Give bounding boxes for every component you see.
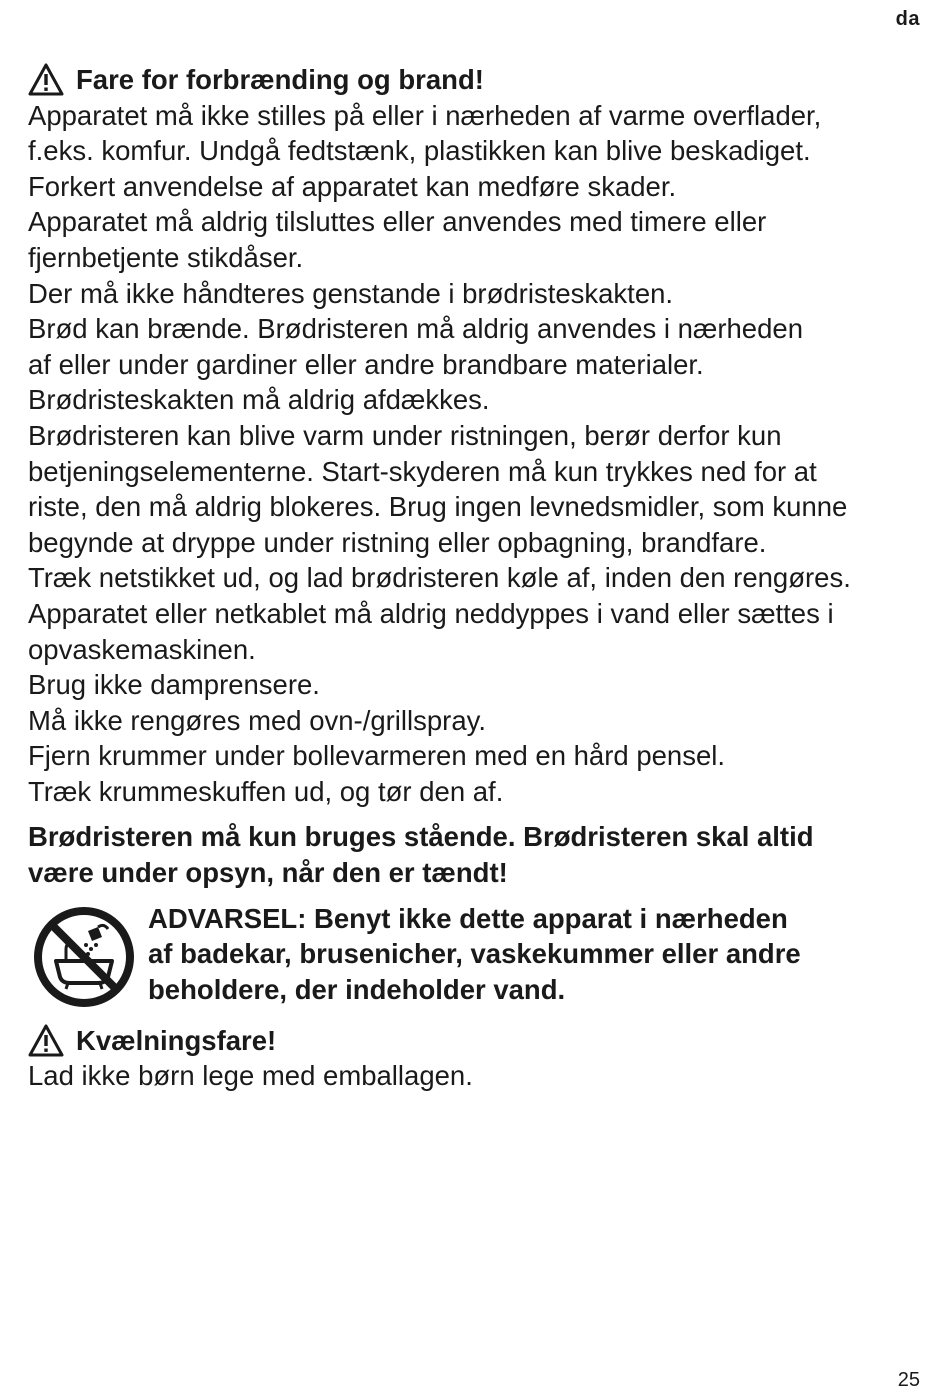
body-line: Apparatet må aldrig tilsluttes eller anvendes med timere eller [28,206,767,238]
fire-body [28,98,928,810]
body-line: Apparatet eller netkablet må aldrig neddyppes i vand eller sættes i [28,597,834,629]
no-bath-shower-icon [32,905,136,1009]
page-content [28,62,928,1094]
body-line: Der må ikke håndteres genstande i brødristeskakten. [28,277,674,309]
body-line: Fjern krummer under bollevarmeren med en hård pensel. [28,740,725,772]
bold-line: være under opsyn, når den er tændt! [28,857,508,889]
suffocation-section [28,1023,928,1094]
suffocation-heading-text: Kvælningsfare! [76,1024,277,1056]
fire-heading-text: Fare for forbrænding og brand! [76,64,484,95]
fire-heading [28,62,928,98]
body-line: Apparatet må ikke stilles på eller i nærheden af varme overflader, [28,99,822,131]
body-line: betjeningselementerne. Start-skyderen må kun trykkes ned for at [28,455,817,487]
warning-line: af badekar, brusenicher, vaskekummer eller andre [148,938,801,970]
body-line: Brug ikke damprensere. [28,669,320,701]
body-line: opvaskemaskinen. [28,633,256,665]
body-line: af eller under gardiner eller andre brandbare materialer. [28,348,704,380]
body-line: Brød kan brænde. Brødristeren må aldrig anvendes i nærheden [28,313,803,345]
body-line: Træk krummeskuffen ud, og tør den af. [28,775,504,807]
page-number: 25 [897,1369,920,1391]
body-line: riste, den må aldrig blokeres. Brug ingen levnedsmidler, som kunne [28,491,848,523]
body-line: Brødristeren kan blive varm under ristningen, berør derfor kun [28,419,782,451]
body-line: f.eks. komfur. Undgå fedtstænk, plastikken kan blive beskadiget. [28,135,811,167]
body-line: Lad ikke børn lege med emballagen. [28,1060,473,1092]
body-line: Brødristeskakten må aldrig afdækkes. [28,384,490,416]
body-line: begynde at dryppe under ristning eller opbagning, brandfare. [28,526,767,558]
body-line: Træk netstikket ud, og lad brødristeren køle af, inden den rengøres. [28,562,851,594]
warning-line: beholdere, der indeholder vand. [148,973,566,1005]
water-warning-text [148,901,801,1008]
water-warning [28,901,928,1009]
bold-line: Brødristeren må kun bruges stående. Brødristeren skal altid [28,821,814,853]
suffocation-heading [28,1023,928,1059]
warning-triangle-icon [28,1024,64,1057]
warning-triangle-icon [28,63,64,96]
body-line: Må ikke rengøres med ovn-/grillspray. [28,704,486,736]
supervision-notice [28,819,928,890]
body-line: fjernbetjente stikdåser. [28,241,304,273]
warning-line: ADVARSEL: Benyt ikke dette apparat i nærheden [148,902,788,934]
body-line: Forkert anvendelse af apparatet kan medføre skader. [28,170,677,202]
language-label: da [895,8,920,30]
